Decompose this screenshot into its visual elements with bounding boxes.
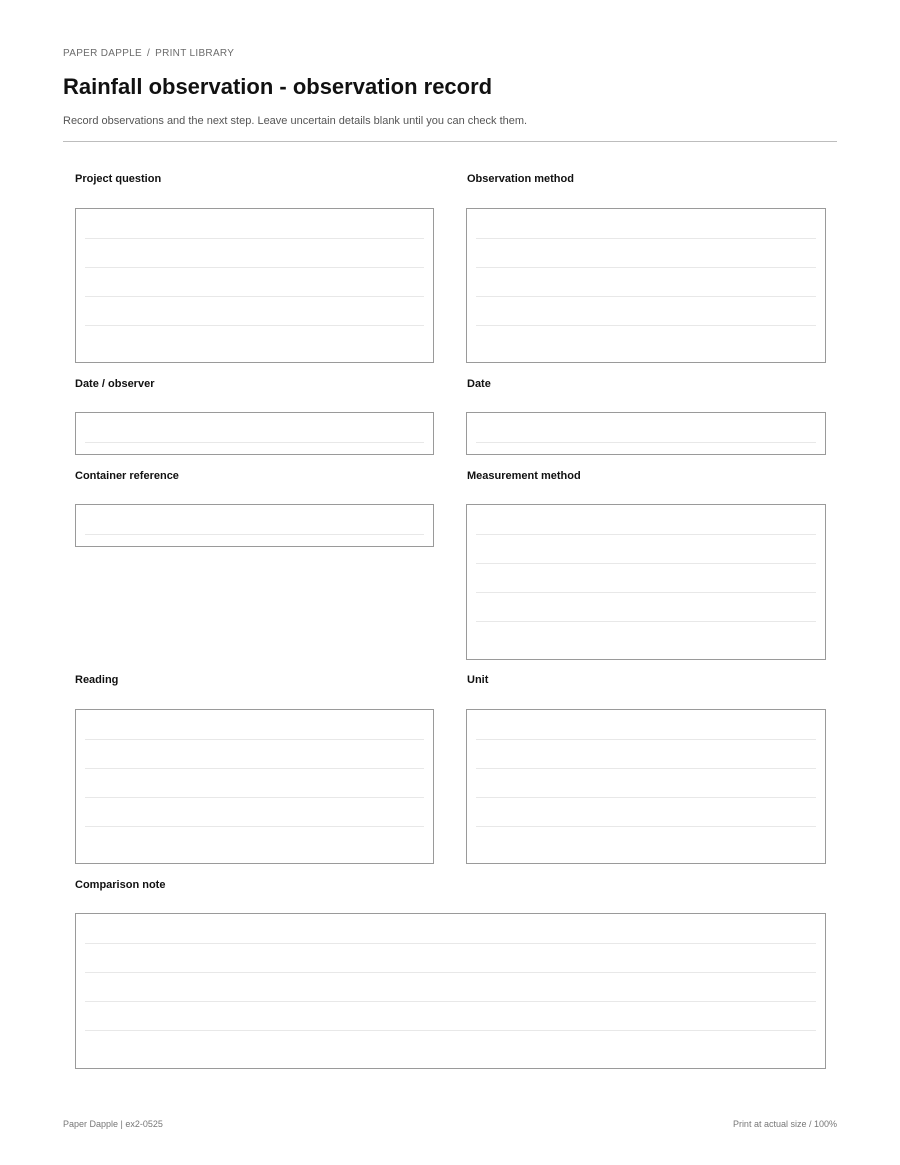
unit-label: Unit [467, 674, 489, 686]
writing-line [85, 797, 424, 798]
project-question-box[interactable] [75, 208, 434, 363]
breadcrumb-separator: / [147, 48, 151, 59]
writing-line [476, 325, 816, 326]
writing-line [476, 442, 816, 443]
writing-line [85, 1030, 816, 1031]
footer-print-note: Print at actual size / 100% [732, 1119, 837, 1129]
writing-line [85, 238, 424, 239]
unit-box[interactable] [466, 709, 826, 864]
writing-line [85, 943, 816, 944]
project-question-label: Project question [75, 173, 162, 185]
writing-line [85, 768, 424, 769]
date-box[interactable] [466, 412, 826, 455]
page-subtitle: Record observations and the next step. Leave uncertain details blank until you can check them. [63, 115, 528, 127]
page-title: Rainfall observation - observation record [63, 74, 493, 99]
comparison-note-box[interactable] [75, 913, 826, 1069]
date-observer-label: Date / observer [75, 378, 155, 390]
reading-label: Reading [75, 674, 119, 686]
writing-line [476, 621, 816, 622]
writing-line [476, 296, 816, 297]
observation-method-label: Observation method [467, 173, 574, 185]
writing-line [476, 826, 816, 827]
reading-box[interactable] [75, 709, 434, 864]
container-reference-label: Container reference [75, 470, 179, 482]
writing-line [85, 1001, 816, 1002]
writing-line [85, 325, 424, 326]
writing-line [85, 826, 424, 827]
writing-line [85, 296, 424, 297]
writing-line [476, 797, 816, 798]
observation-method-box[interactable] [466, 208, 826, 363]
writing-line [476, 592, 816, 593]
comparison-note-label: Comparison note [75, 879, 166, 891]
breadcrumb-brand: PAPER DAPPLE [63, 48, 143, 59]
writing-line [85, 739, 424, 740]
writing-line [85, 267, 424, 268]
writing-line [476, 739, 816, 740]
measurement-method-label: Measurement method [467, 470, 581, 482]
measurement-method-box[interactable] [466, 504, 826, 660]
writing-line [476, 534, 816, 535]
breadcrumb [63, 48, 234, 59]
header-divider [63, 141, 837, 142]
writing-line [476, 238, 816, 239]
date-label: Date [467, 378, 491, 390]
writing-line [85, 534, 424, 535]
writing-line [476, 267, 816, 268]
footer-document-id: Paper Dapple | ex2-0525 [63, 1119, 163, 1129]
writing-line [85, 442, 424, 443]
breadcrumb-section: PRINT LIBRARY [155, 48, 235, 59]
writing-line [476, 768, 816, 769]
container-reference-box[interactable] [75, 504, 434, 547]
writing-line [476, 563, 816, 564]
date-observer-box[interactable] [75, 412, 434, 455]
writing-line [85, 972, 816, 973]
